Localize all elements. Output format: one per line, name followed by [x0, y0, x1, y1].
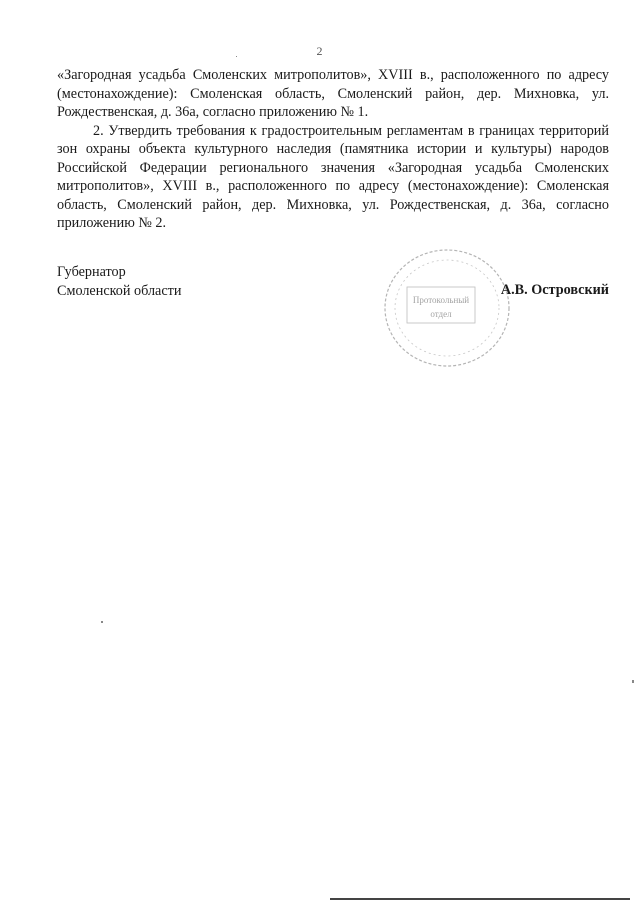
- signer-name: А.В. Островский: [500, 282, 609, 298]
- scan-speck: [101, 621, 103, 623]
- official-seal-stamp: [377, 243, 517, 373]
- scan-speck: [236, 56, 237, 57]
- paragraph-continuation: «Загородная усадьба Смоленских митрополитов», XVIII в., расположенного по адресу (местонахождение): Смоленская область, Смоленский район, дер. Михновка, ул. Рождественская, д. 36а, согласно приложению № 1.: [57, 67, 609, 120]
- signature-block: [57, 263, 609, 383]
- scan-edge-line: [330, 898, 630, 900]
- paragraph-item-2: 2. Утвердить требования к градостроительным регламентам в границах территорий зон охраны объекта культурного наследия (памятника истории и культуры) народов Российской Федерации регионального значения «Загородная усадьба Смоленских митрополитов», XVIII в., расположенного по адресу (местонахождение): Смоленская область, Смоленский район, дер. Михновка, ул. Рождественская, д. 36а, согласно приложению № 2.: [57, 122, 609, 231]
- scan-speck: [632, 680, 634, 683]
- page-number: 2: [316, 44, 323, 58]
- seal-inner-line1: Протокольный: [412, 295, 470, 305]
- signer-title-line2: Смоленской области: [57, 282, 182, 299]
- signer-title-line1: Губернатор: [57, 264, 126, 280]
- seal-inner-line2: отдел: [430, 309, 452, 319]
- document-body: [57, 66, 609, 233]
